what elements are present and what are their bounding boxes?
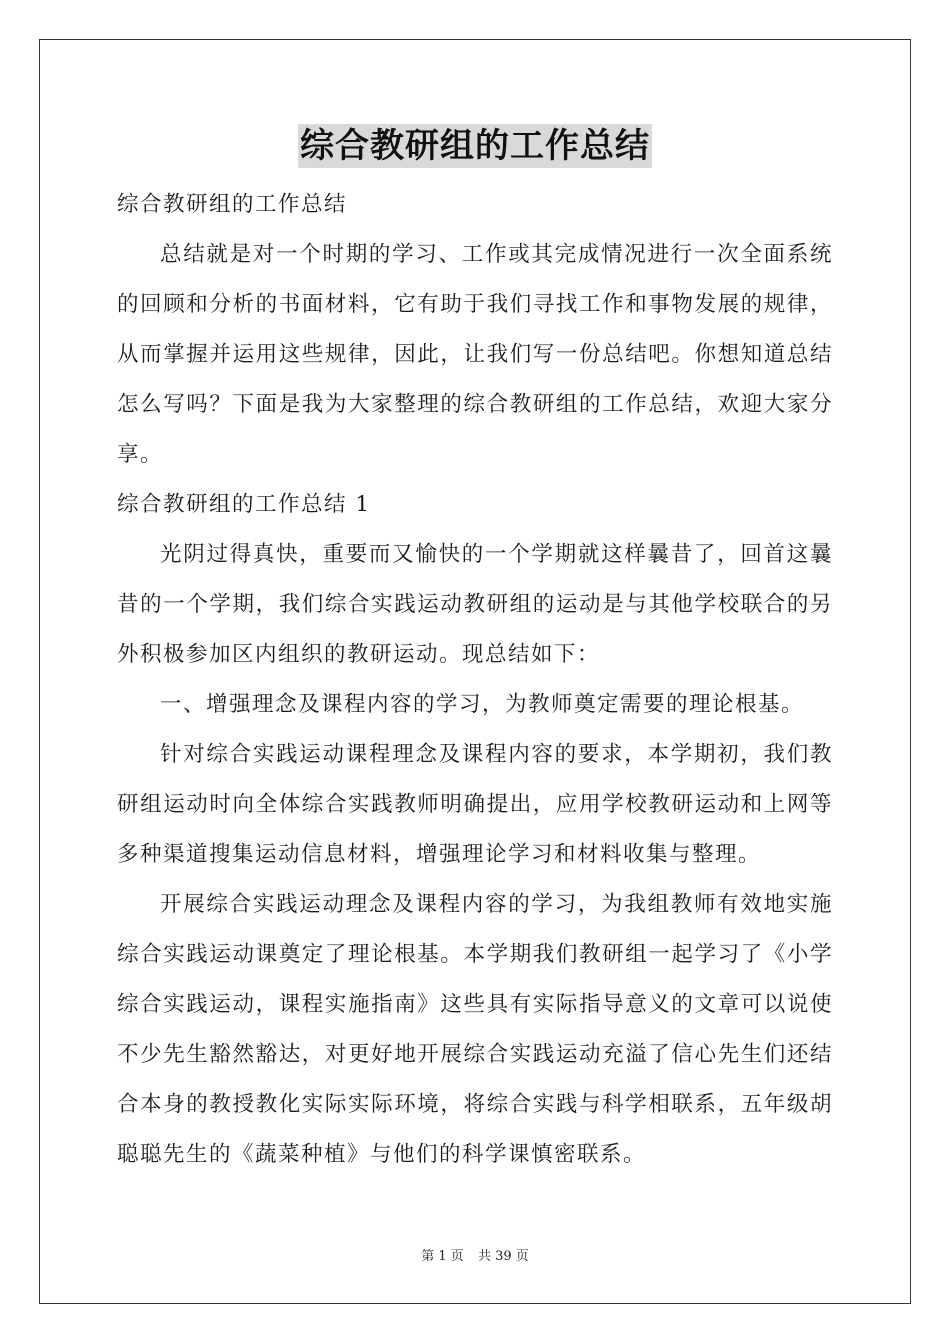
document-body bbox=[117, 180, 833, 1180]
title-wrap bbox=[0, 124, 950, 168]
paragraph: 一、增强理念及课程内容的学习，为教师奠定需要的理论根基。 bbox=[160, 692, 805, 717]
paragraph: 总结就是对一个时期的学习、工作或其完成情况进行一次全面系统的回顾和分析的书面材料，它有助于我们寻找工作和事物发展的规律，从而掌握并运用这些规律，因此，让我们写一份总结吧。你想知道总结怎么写吗？下面是我为大家整理的综合教研组的工作总结，欢迎大家分享。 bbox=[117, 242, 833, 467]
document-title: 综合教研组的工作总结 bbox=[300, 126, 650, 166]
page-footer bbox=[0, 1245, 950, 1264]
paragraph: 综合教研组的工作总结 bbox=[117, 192, 348, 217]
paragraph: 光阴过得真快，重要而又愉快的一个学期就这样曩昔了，回首这曩昔的一个学期，我们综合实践运动教研组的运动是与其他学校联合的另外积极参加区内组织的教研运动。现总结如下： bbox=[117, 542, 833, 667]
paragraph: 开展综合实践运动理念及课程内容的学习，为我组教师有效地实施综合实践运动课奠定了理论根基。本学期我们教研组一起学习了《小学综合实践运动，课程实施指南》这些具有实际指导意义的文章可以说使不少先生豁然豁达，对更好地开展综合实践运动充溢了信心先生们还结合本身的教授教化实际实际环境，将综合实践与科学相联系，五年级胡聪聪先生的《蔬菜种植》与他们的科学课慎密联系。 bbox=[117, 892, 833, 1167]
page-number: 第 1 页 bbox=[421, 1249, 464, 1264]
paragraph: 针对综合实践运动课程理念及课程内容的要求，本学期初，我们教研组运动时向全体综合实践教师明确提出，应用学校教研运动和上网等多种渠道搜集运动信息材料，增强理论学习和材料收集与整理。 bbox=[117, 742, 833, 867]
paragraph: 综合教研组的工作总结 1 bbox=[117, 492, 371, 517]
page-total: 共 39 页 bbox=[477, 1249, 529, 1264]
